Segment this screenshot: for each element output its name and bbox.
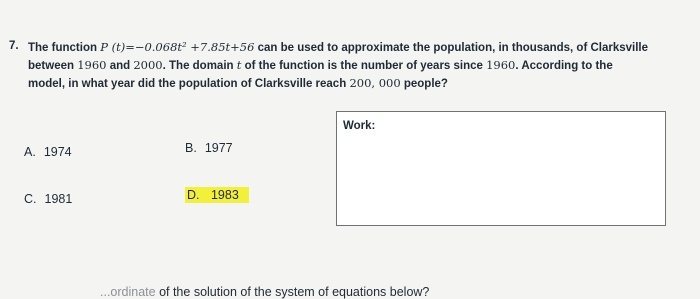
choice-value: 1974 [43, 145, 72, 159]
choice-letter: C. [24, 192, 37, 206]
choice-d[interactable] [185, 188, 257, 202]
choice-letter: D. [187, 188, 200, 202]
question-line-1 [28, 40, 648, 54]
choice-value: 1977 [204, 141, 233, 155]
question-text: . The domain [162, 60, 237, 72]
question-text: of the function is the number of years since [241, 60, 487, 72]
function-formula: =−0.068t² +7.85t+56 [125, 40, 255, 54]
year-base: 1960 [486, 58, 516, 72]
next-question-cutoff: ...ordinate [100, 285, 156, 299]
question-text: The function [28, 42, 101, 54]
question-text: . According to the [515, 60, 613, 72]
target-population: 200, 000 [349, 76, 401, 90]
question-text: people? [400, 78, 448, 90]
question-number: 7. [9, 40, 19, 52]
work-box[interactable] [336, 111, 666, 226]
question-text: between [28, 60, 78, 72]
choice-c[interactable] [24, 192, 80, 206]
next-question-text: of the solution of the system of equations below? [155, 285, 430, 299]
year-start: 1960 [77, 58, 107, 72]
question-line-2 [28, 58, 613, 72]
highlighted-answer [185, 187, 249, 203]
year-end: 2000 [133, 58, 163, 72]
question-text: and [106, 60, 134, 72]
question-text: model, in what year did the population of Clarksville reach [28, 78, 350, 90]
choice-letter: B. [185, 141, 197, 155]
choice-b[interactable] [185, 141, 241, 155]
question-line-3 [28, 76, 448, 90]
function-name: P (t) [100, 40, 126, 54]
work-label: Work: [343, 120, 376, 132]
choice-letter: A. [24, 145, 36, 159]
choice-value: 1981 [44, 192, 73, 206]
choice-value: 1983 [210, 188, 239, 202]
domain-variable: t [236, 58, 242, 72]
question-text: can be used to approximate the population, in thousands, of Clarksville [254, 42, 649, 54]
choice-a[interactable] [24, 145, 80, 159]
next-question-partial [100, 285, 429, 299]
